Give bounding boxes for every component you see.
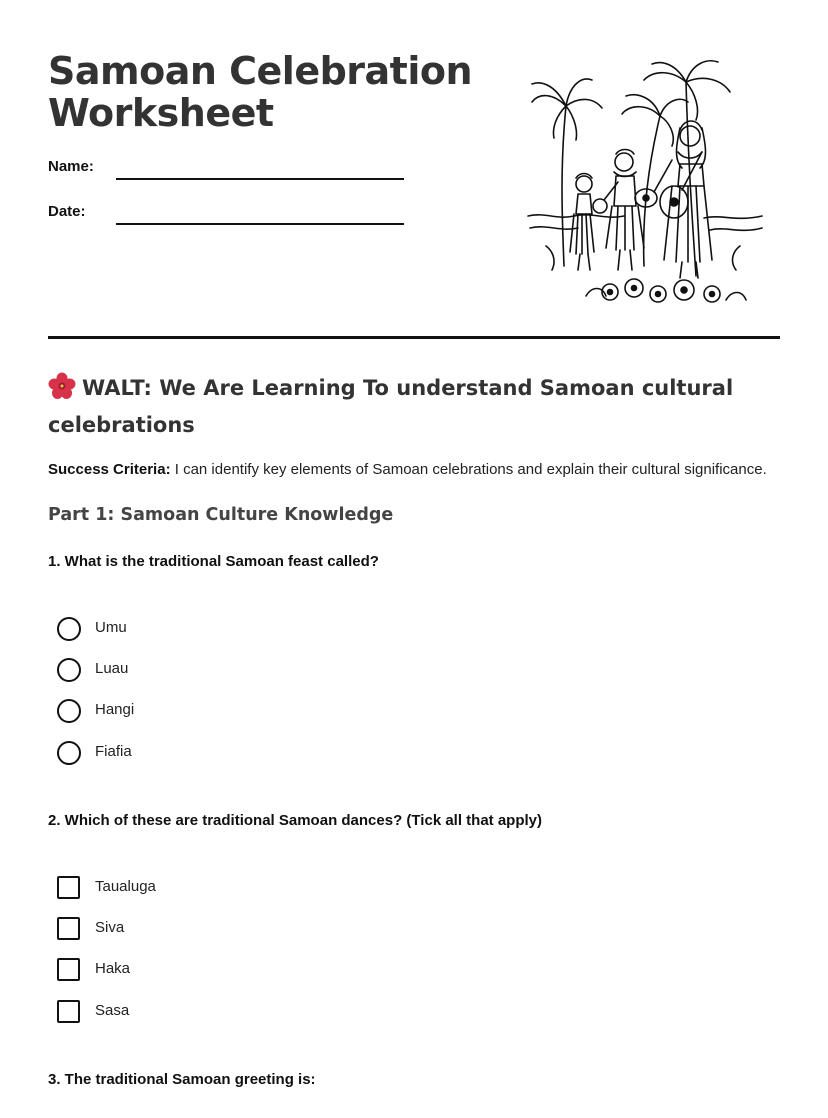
checkbox[interactable]	[57, 958, 80, 981]
hibiscus-icon	[48, 372, 76, 400]
radio-button[interactable]	[57, 699, 81, 723]
q1-option-hangi[interactable]	[57, 699, 357, 723]
option-label: Sasa	[95, 1002, 130, 1019]
title-line-1: Samoan Celebration	[48, 49, 473, 93]
q1-option-umu[interactable]	[57, 617, 357, 641]
walt-text: WALT: We Are Learning To understand Samoan cultural celebrations	[48, 376, 734, 437]
q2-option-siva[interactable]	[57, 917, 357, 941]
samoan-dancers-illustration	[526, 56, 766, 308]
question-2: 2. Which of these are traditional Samoan dances? (Tick all that apply)	[48, 812, 543, 829]
date-label: Date:	[48, 203, 86, 220]
header-divider	[48, 336, 780, 339]
option-label: Haka	[95, 960, 131, 977]
question-3: 3. The traditional Samoan greeting is:	[48, 1071, 316, 1088]
checkbox[interactable]	[57, 1000, 80, 1023]
option-label: Luau	[95, 660, 129, 677]
name-label: Name:	[48, 158, 94, 175]
radio-button[interactable]	[57, 617, 81, 641]
worksheet-header	[48, 48, 780, 288]
part-1-title: Part 1: Samoan Culture Knowledge	[48, 505, 394, 525]
walt-heading	[48, 370, 788, 444]
date-underline[interactable]	[116, 223, 404, 225]
success-criteria-label: Success Criteria:	[48, 461, 171, 478]
q1-option-luau[interactable]	[57, 658, 357, 682]
success-criteria-text: I can identify key elements of Samoan celebrations and explain their cultural significance.	[170, 461, 767, 478]
option-label: Taualuga	[95, 878, 156, 895]
question-1: 1. What is the traditional Samoan feast called?	[48, 553, 379, 570]
success-criteria	[48, 461, 808, 478]
page-title	[48, 50, 472, 134]
q2-option-taualuga[interactable]	[57, 876, 357, 900]
title-line-2: Worksheet	[48, 91, 274, 135]
checkbox[interactable]	[57, 917, 80, 940]
option-label: Fiafia	[95, 743, 132, 760]
checkbox[interactable]	[57, 876, 80, 899]
radio-button[interactable]	[57, 658, 81, 682]
option-label: Hangi	[95, 701, 135, 718]
q2-option-sasa[interactable]	[57, 1000, 357, 1024]
option-label: Umu	[95, 619, 127, 636]
q1-option-fiafia[interactable]	[57, 741, 357, 765]
q2-option-haka[interactable]	[57, 958, 357, 982]
radio-button[interactable]	[57, 741, 81, 765]
option-label: Siva	[95, 919, 125, 936]
name-underline[interactable]	[116, 178, 404, 180]
